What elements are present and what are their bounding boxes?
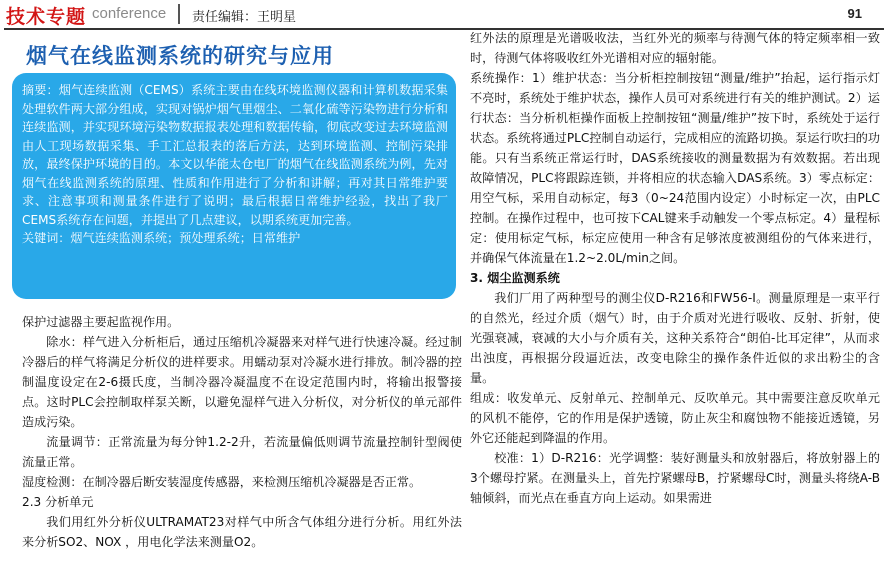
- header-divider: [178, 4, 180, 24]
- paragraph: 湿度检测：在制冷器后断安装湿度传感器，来检测压缩机冷凝器是否正常。: [22, 475, 422, 489]
- paragraph: 我们用红外分析仪ULTRAMAT23对样气中所含气体组分进行分析。用红外法来分析SO2、NOX ，用电化学法来测量O2。: [22, 515, 462, 549]
- paragraph: 我们厂用了两种型号的测尘仪D-R216和FW56-I。测量原理是一束平行的自然光，经过介质（烟气）时，由于介质对光进行吸收、反射、折射，使光强衰减，衰减的大小与介质有关，这种关系符合“朗伯-比耳定律”，从而求出浊度，再根据分段逼近法，改变电除尘的操作条件近似的求出粉尘的含量。: [470, 291, 880, 385]
- paragraph: 校准：1）D-R216：光学调整：装好测量头和放射器后，将放射器上的3个螺母拧紧。在测量头上，首先拧紧螺母B，拧紧螺母C时，测量头将绕A-B轴倾斜，而光点在垂直方向上运动。如果需进: [470, 451, 880, 505]
- article-title: 烟气在线监测系统的研究与应用: [26, 44, 334, 68]
- column-brand: 技术专题: [6, 6, 87, 28]
- subsection-heading: 2.3 分析单元: [22, 495, 94, 509]
- editor-credit: 责任编辑：王明星: [192, 10, 297, 25]
- left-column: [22, 312, 462, 552]
- section-heading: 3. 烟尘监测系统: [470, 271, 560, 285]
- abstract-text: 摘要：烟气连续监测（CEMS）系统主要由在线环境监测仪器和计算机数据采集处理软件两大部分组成，实现对锅炉烟气里烟尘、二氧化硫等污染物进行分析和连续监测，并实现环境污染物数据报表处理和数据传输，彻底改变过去环境监测由人工现场数据采集、手工汇总报表的落后方法，达到环境监测、控制污染排放，最终保护环境的目的。本文以华能太仓电厂的烟气在线监测系统为例，先对烟气在线监测系统的原理、性质和作用进行了分析和讲解；再对其日常维护要求、注意事项和测量条件进行了说明；最后根据日常维护经验，找出了我厂CEMS系统存在问题，并提出了几点建议，以期系统更加完善。: [22, 83, 448, 227]
- keywords: 关键词：烟气连续监测系统；预处理系统；日常维护: [22, 231, 301, 245]
- paragraph: 保护过滤器主要起监视作用。: [22, 315, 180, 329]
- column-brand-english: conference: [92, 5, 167, 22]
- page-header: [0, 0, 888, 30]
- paragraph: 系统操作：1）维护状态：当分析柜控制按钮“测量/维护”抬起，运行指示灯不亮时，系统处于维护状态，操作人员可对系统进行有关的维护测试。2）运行状态：当分析机柜操作面板上控制按钮“测量/维护”按下时，系统处于运行状态。系统将通过PLC控制自动运行，完成相应的流路切换。泵运行吹扫的功能。只有当系统正常运行时，DAS系统接收的测量数据为有效数据。若出现故障情况，PLC将跟踪连锁，并将相应的状态输入DAS系统。3）零点标定：用空气标，采用自动标定，每3（0~24范围内设定）小时标定一次，由PLC控制。在操作过程中，也可按下CAL键来手动触发一个零点标定。4）量程标定：使用标定气标，标定应使用一种含有足够浓度被测组份的气体来进行，并确保气体流量在1.2~2.0L/min之间。: [470, 71, 880, 265]
- paragraph: 组成：收发单元、反射单元、控制单元、反吹单元。其中需要注意反吹单元的风机不能停，它的作用是保护透镜，防止灰尘和腐蚀物不能接近透镜，另外它还能起到降温的作用。: [470, 391, 880, 445]
- paragraph: 流量调节：正常流量为每分钟1.2-2升，若流量偏低则调节流量控制针型阀使流量正常。: [22, 435, 462, 469]
- page-number: 91: [847, 6, 862, 21]
- right-column: [470, 28, 880, 508]
- abstract-box: [12, 73, 456, 299]
- paragraph: 红外法的原理是光谱吸收法，当红外光的频率与待测气体的特定频率相一致时，待测气体将吸收红外光谱相对应的辐射能。: [470, 31, 880, 65]
- paragraph: 除水：样气进入分析柜后，通过压缩机冷凝器来对样气进行快速冷凝。经过制冷器后的样气将满足分析仪的进样要求。用蠕动泵对冷凝水进行排放。制冷器的控制温度设定在2-6摄氏度，当制冷器冷凝温度不在设定范围内时，将输出报警接点。这时PLC会控制取样泵关断，以避免湿样气进入分析仪，对分析仪的单元部件造成污染。: [22, 335, 462, 429]
